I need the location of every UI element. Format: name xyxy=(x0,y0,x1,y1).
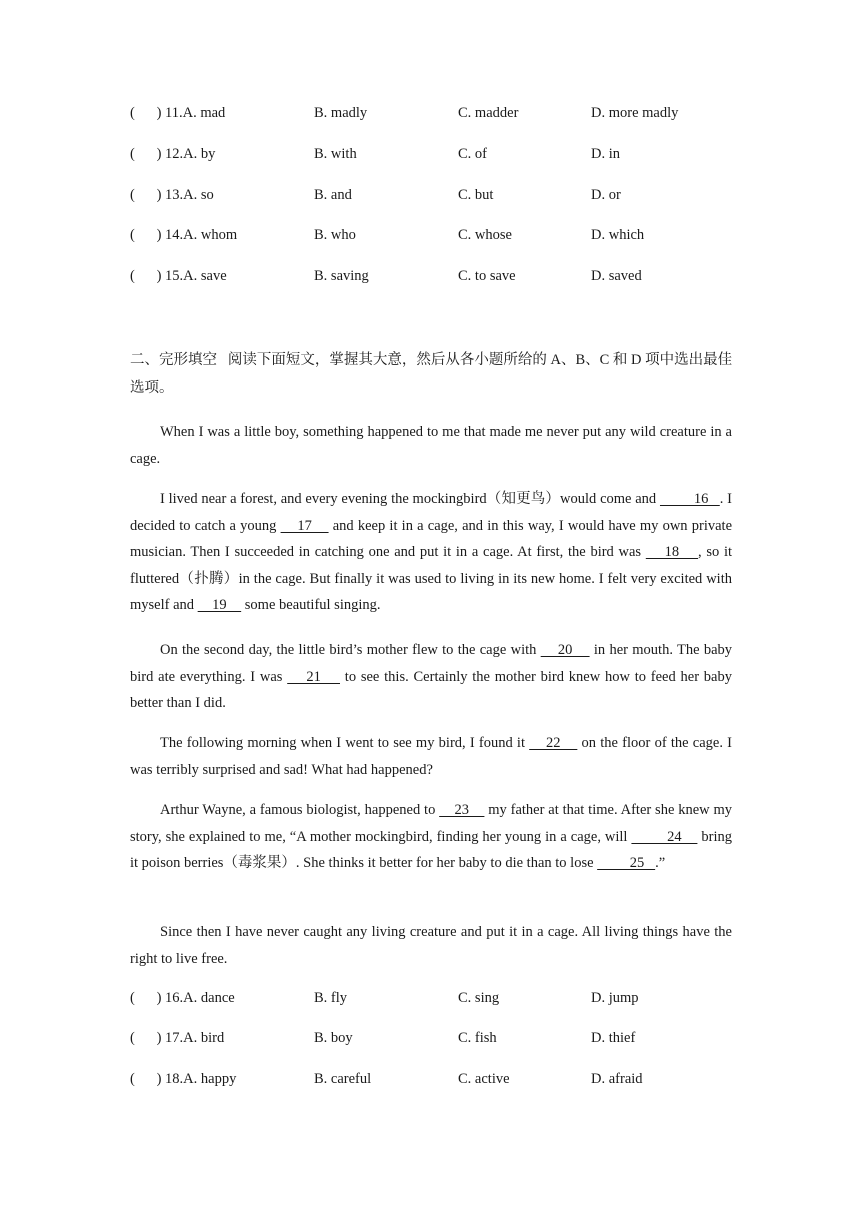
paragraph-2-text-5: some beautiful singing. xyxy=(241,597,381,613)
question-13-option-b: B. and xyxy=(314,187,352,203)
paragraph-3-text-3: to see this. Certainly the mother bird knew how to feed her baby better than I did. xyxy=(130,668,732,711)
question-16-option-c: C. sing xyxy=(458,990,500,1006)
blank-20: 20 xyxy=(540,642,590,658)
paragraph-5-text-4: .” xyxy=(655,855,666,871)
blank-19: 19 xyxy=(197,597,242,613)
question-16-option-d: D. jump xyxy=(591,990,639,1006)
blank-23: 23 xyxy=(439,802,485,818)
question-row-14 xyxy=(130,227,750,249)
question-13-option-d: D. or xyxy=(591,187,621,203)
question-13-option-c: C. but xyxy=(458,187,494,203)
question-15-option-b: B. saving xyxy=(314,268,369,284)
paragraph-2-text-1: I lived near a forest, and every evening the mockingbird（知更鸟）would come and xyxy=(160,491,660,507)
section-title: 二、完形填空 阅读下面短文，掌握其大意，然后从各小题所给的 A、B、C 和 D 项中选出最佳选项。 xyxy=(130,352,733,396)
paragraph-1-text: When I was a little boy, something happened to me that made me never put any wild creature in a cage. xyxy=(130,424,732,467)
blank-21: 21 xyxy=(287,668,340,685)
question-14-option-a: ( ) 14.A. whom xyxy=(130,227,238,243)
question-12-option-a: ( ) 12.A. by xyxy=(130,146,216,162)
question-16-option-b: B. fly xyxy=(314,990,348,1006)
question-15-option-d: D. saved xyxy=(591,268,642,284)
paragraph-5-text-1: Arthur Wayne, a famous biologist, happened to xyxy=(160,802,440,818)
passage-paragraph-1 xyxy=(130,419,732,472)
paragraph-3-text-1: On the second day, the little bird’s mother flew to the cage with xyxy=(160,642,541,658)
blank-25: 25 xyxy=(597,855,656,871)
passage-paragraph-2 xyxy=(130,486,732,619)
question-18-option-c: C. active xyxy=(458,1071,510,1087)
question-16-option-a: ( ) 16.A. dance xyxy=(130,990,235,1006)
question-row-15 xyxy=(130,268,750,290)
passage-paragraph-4 xyxy=(130,730,732,783)
question-13-option-a: ( ) 13.A. so xyxy=(130,187,214,203)
question-17-option-d: D. thief xyxy=(591,1030,636,1046)
question-17-option-b: B. boy xyxy=(314,1030,353,1046)
paragraph-2-text-2: . I decided to catch a young xyxy=(130,491,732,534)
question-14-option-b: B. who xyxy=(314,227,356,243)
blank-17: 17 xyxy=(280,517,329,534)
question-row-16 xyxy=(130,990,750,1012)
question-15-option-a: ( ) 15.A. save xyxy=(130,268,227,284)
question-18-option-a: ( ) 18.A. happy xyxy=(130,1071,237,1087)
question-12-option-d: D. in xyxy=(591,146,620,162)
question-row-11 xyxy=(130,105,750,127)
question-11-option-a: ( ) 11.A. mad xyxy=(130,105,226,121)
question-row-18 xyxy=(130,1071,750,1093)
paragraph-5-text-3: bring it poison berries（毒浆果）. She thinks it better for her baby to die than to lose xyxy=(130,828,732,871)
question-14-option-c: C. whose xyxy=(458,227,512,243)
question-18-option-d: D. afraid xyxy=(591,1071,643,1087)
question-12-option-c: C. of xyxy=(458,146,487,162)
blank-18: 18 xyxy=(645,544,698,560)
question-14-option-d: D. which xyxy=(591,227,645,243)
paragraph-2-text-3: and keep it in a cage, and in this way, I would have my own private musician. Then I succeeded in catching one and put it in a cage. At first, the bird was xyxy=(130,517,733,560)
passage-paragraph-5 xyxy=(130,797,732,877)
question-row-13 xyxy=(130,187,750,209)
question-11-option-d: D. more madly xyxy=(591,105,679,121)
paragraph-4-text-1: The following morning when I went to see my bird, I found it xyxy=(160,735,530,751)
question-18-option-b: B. careful xyxy=(314,1071,372,1087)
paragraph-3-text-2: in her mouth. The baby bird ate everything. I was xyxy=(130,642,733,685)
passage-paragraph-6 xyxy=(130,919,732,972)
passage-paragraph-3 xyxy=(130,637,732,717)
question-row-12 xyxy=(130,146,750,168)
question-17-option-c: C. fish xyxy=(458,1030,497,1046)
question-row-17 xyxy=(130,1030,750,1052)
blank-16: 16 xyxy=(659,491,720,507)
question-15-option-c: C. to save xyxy=(458,268,516,284)
question-17-option-a: ( ) 17.A. bird xyxy=(130,1030,225,1046)
question-12-option-b: B. with xyxy=(314,146,357,162)
blank-24: 24 xyxy=(631,828,698,845)
paragraph-2-text-4: , so it fluttered（扑腾）in the cage. But finally it was used to living in its new home. I felt very excited with myself and xyxy=(130,544,733,613)
paragraph-4-text-2: on the floor of the cage. I was terribly surprised and sad! What had happened? xyxy=(130,735,732,778)
paragraph-6-text: Since then I have never caught any living creature and put it in a cage. All living things have the right to live free. xyxy=(130,924,732,967)
blank-22: 22 xyxy=(529,735,578,751)
question-11-option-c: C. madder xyxy=(458,105,519,121)
paragraph-5-text-2: my father at that time. After she knew my story, she explained to me, “A mother mockingbird, finding her young in a cage, will xyxy=(130,802,733,845)
question-11-option-b: B. madly xyxy=(314,105,368,121)
